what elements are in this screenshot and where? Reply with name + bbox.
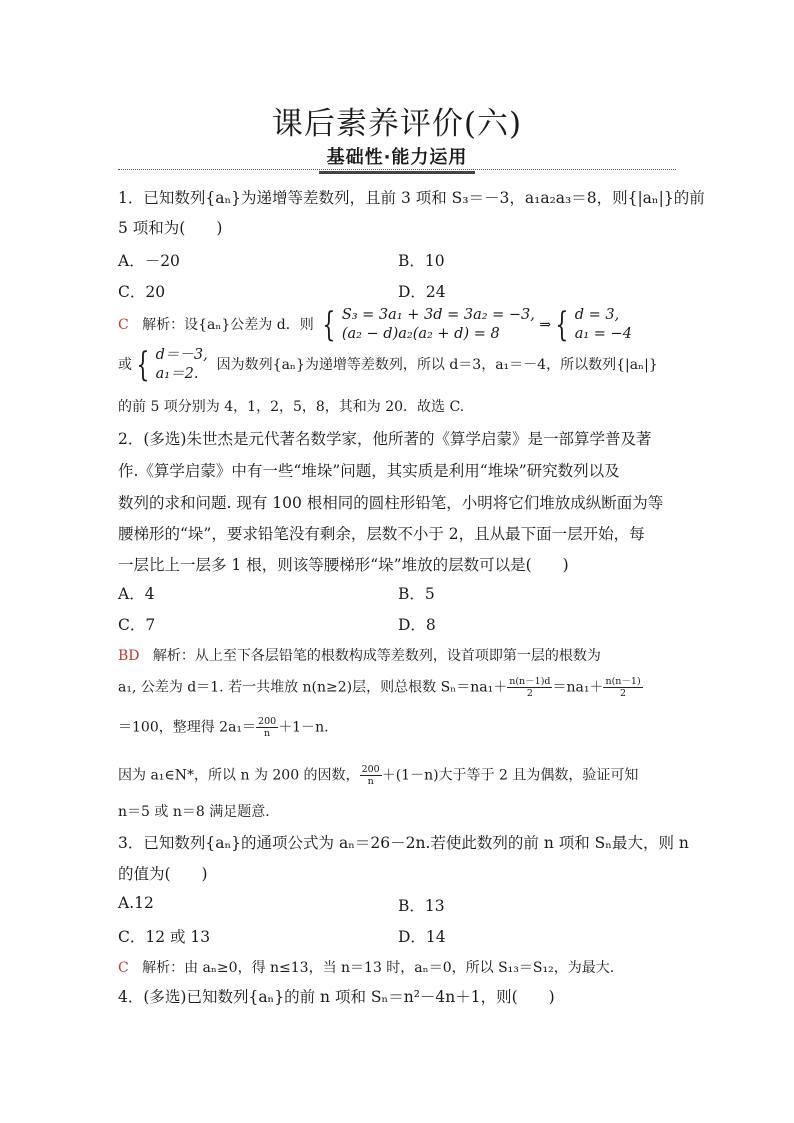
section-header <box>118 140 676 176</box>
q1-option-c: C．20 <box>118 283 166 301</box>
q2-stem-line3: 数列的求和问题. 现有 100 根相同的圆柱形铅笔，小明将它们堆放成纵断面为等 <box>118 494 664 512</box>
q2-fraction-4: $\frac{200}{n}$ <box>361 764 380 787</box>
q3-stem-line2: 的值为( ) <box>118 865 208 883</box>
q3-option-c: C．12 或 13 <box>118 928 211 946</box>
q1-system1: S₃ = 3a₁ + 3d = 3a₂ = −3, (a₂ − d)a₂(a₂ + d) = 8 <box>341 307 535 342</box>
q1-solution-text2: 因为数列{aₙ}为递增等差数列，所以 d＝3，a₁＝－4，所以数列{|aₙ|} <box>216 357 658 373</box>
q2-option-a: A．4 <box>118 585 155 603</box>
q1-stem-line1: 1．已知数列{aₙ}为递增等差数列，且前 3 项和 S₃＝－3，a₁a₂a₃＝8，则{|aₙ|}的前 <box>118 189 705 207</box>
q2-stem-line1: 2．(多选)朱世杰是元代著名数学家，他所著的《算学启蒙》是一部算学普及著 <box>118 430 652 448</box>
q2-stem-line2: 作.《算学启蒙》中有一些“堆垛”问题，其实质是利用“堆垛”研究数列以及 <box>118 462 620 480</box>
q2-option-b: B．5 <box>398 585 435 603</box>
q2-solution-line2: a₁, 公差为 d＝1. 若一共堆放 n(n≥2)层，则总根数 Sₙ＝na₁＋ $\frac{n(n-1)d}{2}$ ＝na₁＋ $\frac{n(n-1)}{2}$ <box>118 676 641 699</box>
q1-option-a: A．－20 <box>118 252 180 270</box>
q1-implies: ⇒ <box>539 317 552 333</box>
q2-answer: BD <box>118 648 140 664</box>
q2-fraction-2: $\frac{n(n-1)}{2}$ <box>605 676 641 699</box>
q2-stem-line5: 一层比上一层多 1 根，则该等腰梯形“垛”堆放的层数可以是( ) <box>118 556 569 574</box>
q1-option-b: B．10 <box>398 252 445 270</box>
q1-system2: d = 3, a₁ = −4 <box>574 307 632 342</box>
q1-solution-line2: 或 { d＝－3, a₁＝2. 因为数列{aₙ}为递增等差数列，所以 d＝3，a₁＝－4，所以数列{|aₙ|} <box>118 345 658 385</box>
q2-stem-line4: 腰梯形的“垛”，要求铅笔没有剩余，层数不小于 2，且从最下面一层开始，每 <box>118 525 645 543</box>
page-title: 课后素养评价(六) <box>271 106 523 142</box>
q3-option-b: B．13 <box>398 897 445 915</box>
q1-solution-line3: 的前 5 项分别为 4，1，2，5，8，其和为 20．故选 C. <box>118 399 465 415</box>
q2-solution-line1: BD 解析：从上至下各层铅笔的根数构成等差数列，设首项即第一层的根数为 <box>118 648 601 664</box>
q1-solution-label: 解析： <box>142 317 185 333</box>
q2-solution-label: 解析： <box>152 648 195 664</box>
q2-solution-line5: n＝5 或 n＝8 满足题意. <box>118 804 270 820</box>
q3-solution-label: 解析： <box>142 960 185 976</box>
q3-option-d: D．14 <box>398 928 446 946</box>
q2-option-d: D．8 <box>398 616 436 634</box>
q3-answer: C <box>118 960 129 976</box>
q1-answer: C <box>118 317 129 333</box>
q1-solution-line1: C 解析：设{aₙ}公差为 d．则 { S₃ = 3a₁ + 3d = 3a₂ = −3, (a₂ − d)a₂(a₂ + d) = 8 ⇒ { d = 3, a₁ = −4 <box>118 305 632 345</box>
q2-fraction-3: $\frac{200}{n}$ <box>258 716 277 739</box>
q1-solution-text1: 设{aₙ}公差为 d．则 <box>184 317 314 333</box>
q3-stem-line1: 3．已知数列{aₙ}的通项公式为 aₙ＝26－2n.若使此数列的前 n 项和 Sₙ最大，则 n <box>118 834 689 852</box>
q1-option-d: D．24 <box>398 283 446 301</box>
q2-fraction-1: $\frac{n(n-1)d}{2}$ <box>509 676 551 699</box>
section-title: 基础性·能力运用 <box>319 143 476 174</box>
q1-stem-line2: 5 项和为( ) <box>118 219 223 237</box>
q4-stem: 4．(多选)已知数列{aₙ}的前 n 项和 Sₙ＝n²－4n＋1，则( ) <box>118 988 555 1006</box>
q2-option-c: C．7 <box>118 616 156 634</box>
q2-solution-line3: ＝100，整理得 2a₁＝ $\frac{200}{n}$ ＋1－n. <box>118 716 329 739</box>
q1-system3: d＝－3, a₁＝2. <box>155 347 208 382</box>
q3-option-a: A.12 <box>118 894 154 912</box>
q3-solution: C 解析：由 aₙ≥0，得 n≤13，当 n＝13 时，aₙ＝0，所以 S₁₃＝S₁₂，为最大. <box>118 960 615 976</box>
q2-solution-line4: 因为 a₁∈N*，所以 n 为 200 的因数， $\frac{200}{n}$ ＋(1－n)大于等于 2 且为偶数，验证可知 <box>118 764 639 787</box>
